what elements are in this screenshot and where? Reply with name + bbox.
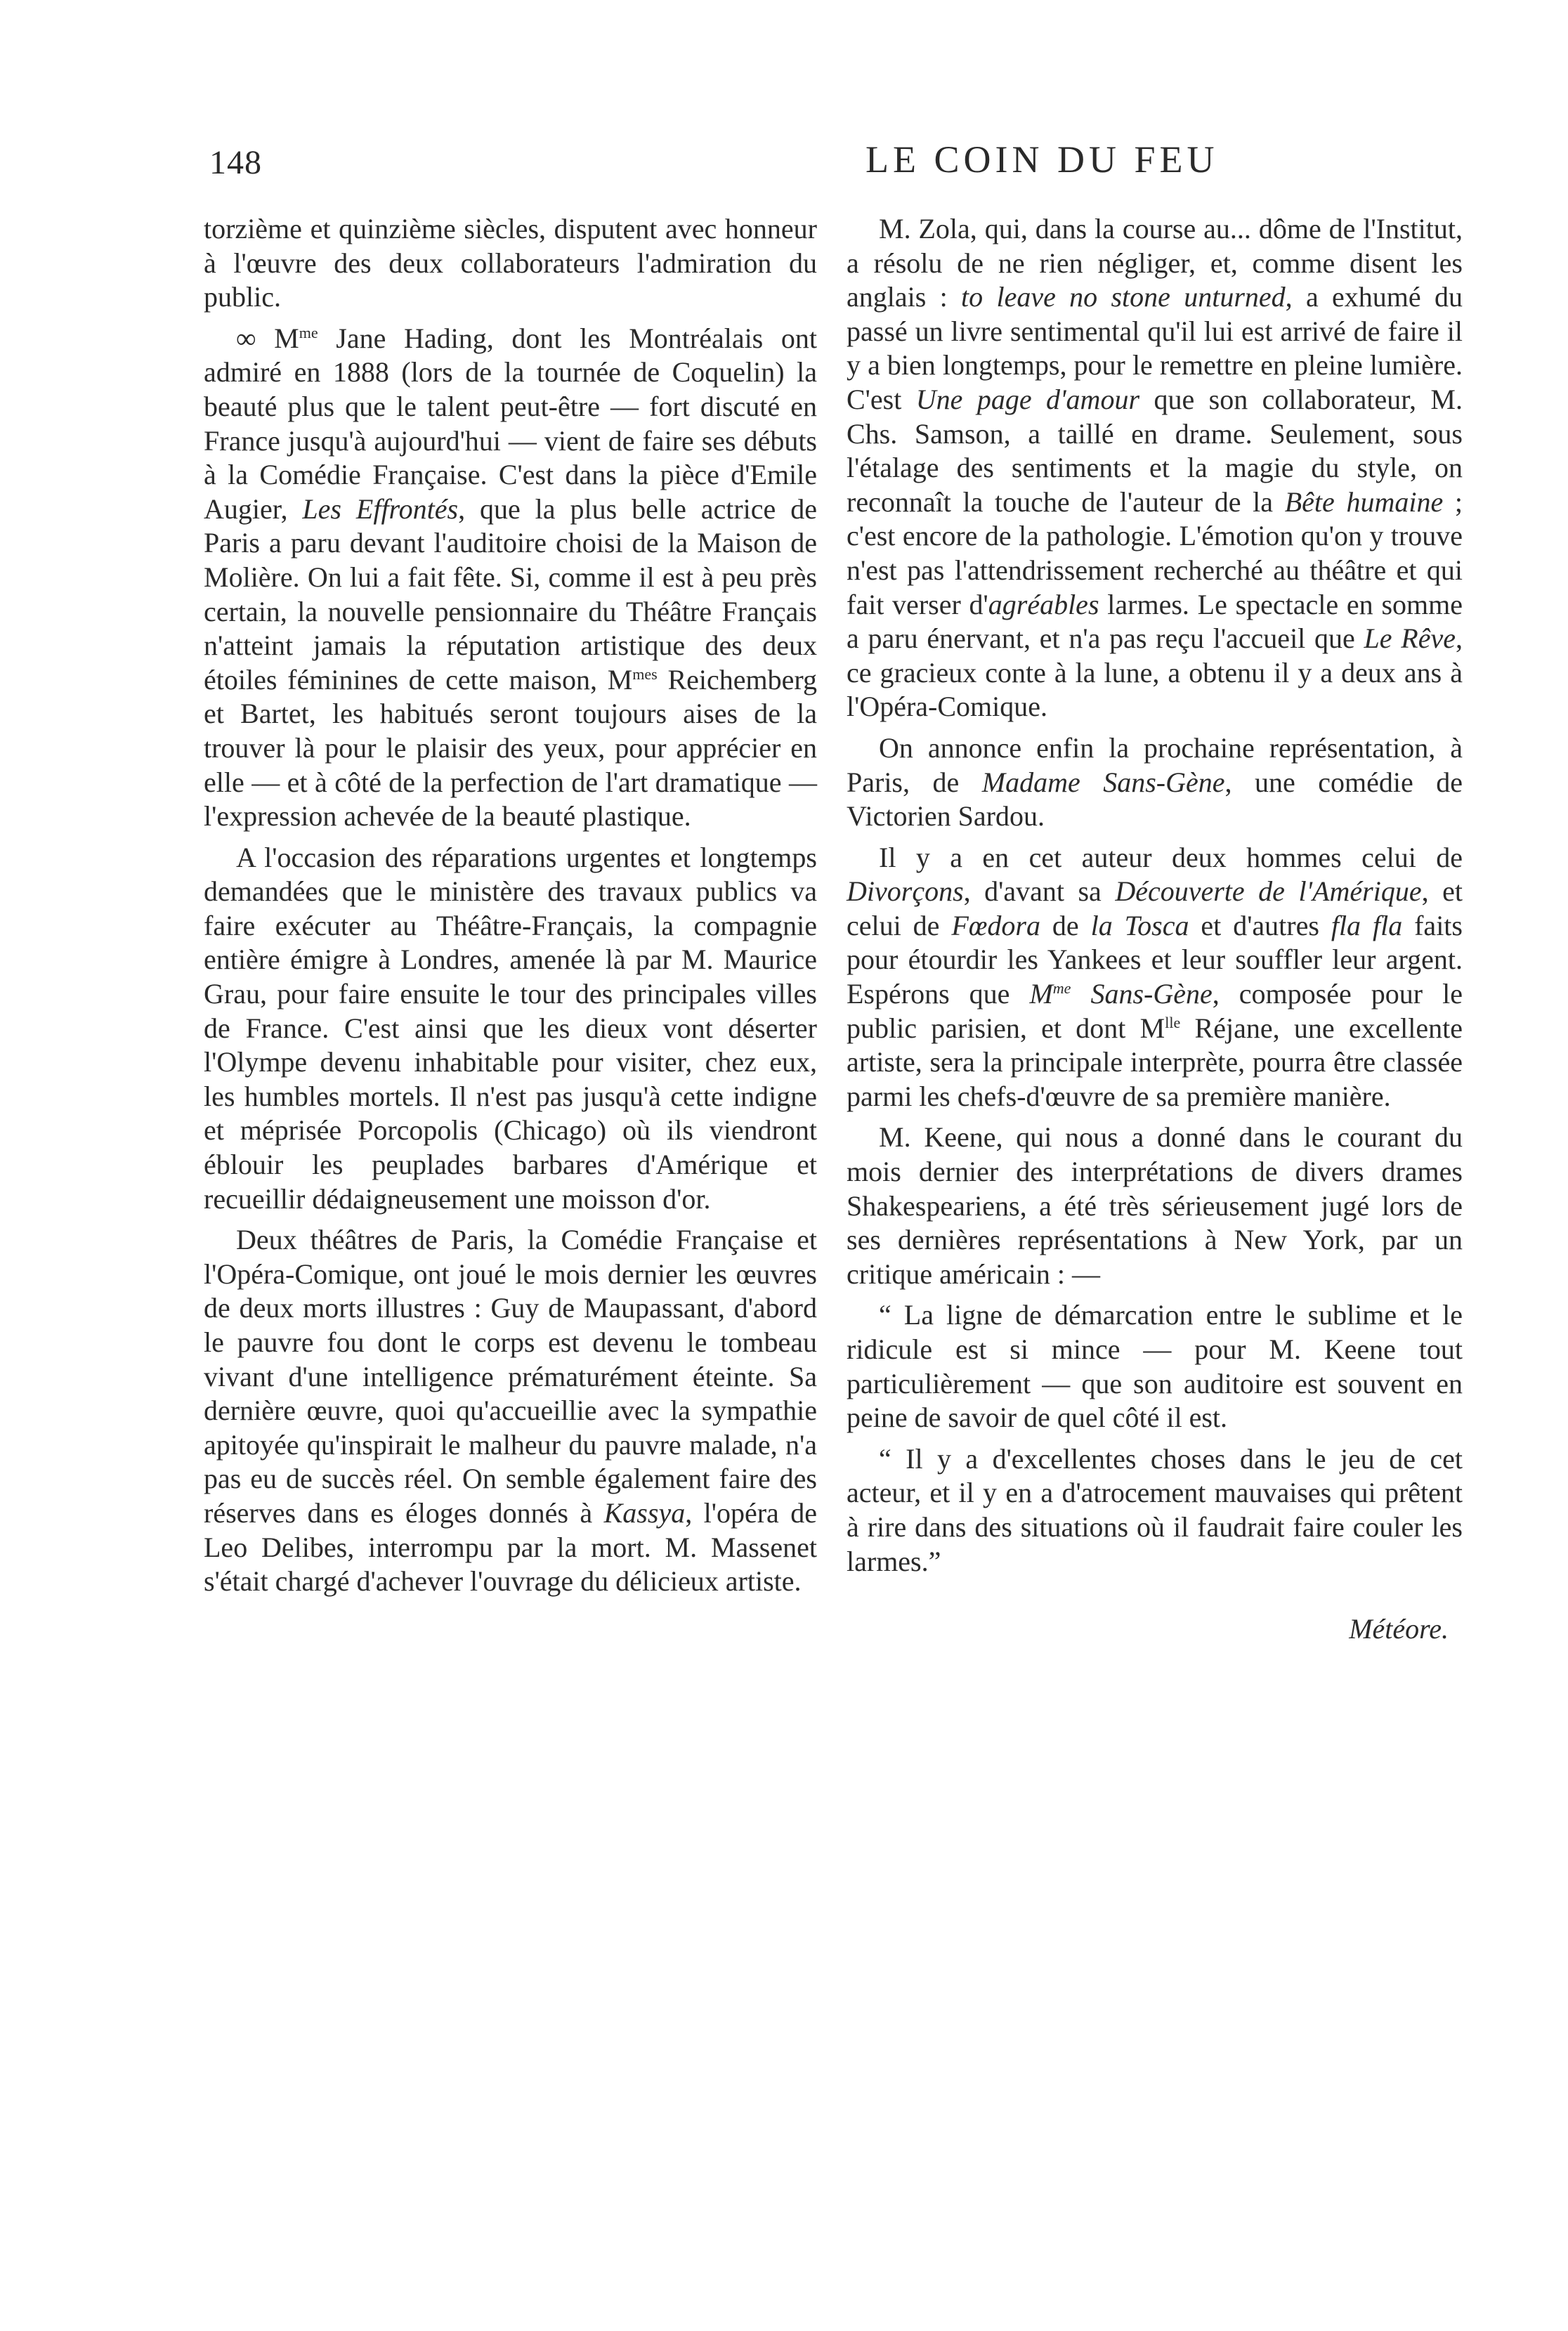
title-italic: fla fla (1331, 909, 1403, 941)
title-italic: Découverte de l'Amérique (1115, 875, 1422, 908)
title-italic: Divorçons (847, 875, 964, 908)
title-italic: agréables (988, 588, 1099, 620)
running-head: LE COIN DU FEU (865, 138, 1219, 181)
title-italic: to leave no stone unturned (961, 281, 1286, 313)
title-italic: Le Rêve (1364, 622, 1456, 655)
title-italic: Kassya (603, 1496, 686, 1529)
title-italic: Les Effrontés (302, 492, 459, 525)
paragraph: A l'occasion des réparations urgentes et longtemps demandées que le ministère des travaux publics va faire exécuter au Théâtre-Français, la compagnie entière émigre à Londres, amenée là par M. Maurice Grau, pour faire ensuite le tour des principales villes de France. C'est ainsi que les dieux vont déserter l'Olympe devenu inhabitable pour visiter, chez eux, les humbles mortels. Il n'est pas jusqu'à cette indigne et méprisée Porcopolis (Chicago) où ils viendront éblouir les peuplades barbares d'Amérique et recueillir dédaigneusement une moisson d'or. (204, 841, 817, 1215)
paragraph: ∞ $M^{me}$ Jane Hading, dont les Montréalais ont admiré en 1888 (lors de la tournée de Coquelin) la beauté plus que le talent peut-être — fort discuté en France jusqu'à aujourd'hui — vient de faire ses débuts à la Comédie Française. C'est dans la pièce d'Emile Augier, Les Effrontés, que la plus belle actrice de Paris a paru devant l'auditoire choisi de la Maison de Molière. On lui a fait fête. Si, comme il est à peu près certain, la nouvelle pensionnaire du Théâtre Français n'atteint jamais la réputation artistique des deux étoiles féminines de cette maison, $M^{mes}$ Reichemberg et Bartet, les habitués seront toujours aises de la trouver là pour le plaisir des yeux, pour apprécier en elle — et à côté de la perfection de l'art dramatique — l'expression achevée de la beauté plastique. (204, 322, 817, 832)
paragraph: Deux théâtres de Paris, la Comédie Française et l'Opéra-Comique, ont joué le mois dernier les œuvres de deux morts illustres : Guy de Maupassant, d'abord le pauvre fou dont le corps est devenu le tombeau vivant d'une intelligence prématurément éteinte. Sa dernière œuvre, quoi qu'accueillie avec la sympathie apitoyée qu'inspirait le malheur du pauvre malade, n'a pas eu de succès réel. On semble également faire des réserves dans es éloges donnés à Kassya, l'opéra de Leo Delibes, interrompu par la mort. M. Massenet s'était chargé d'achever l'ouvrage du délicieux artiste. (204, 1224, 817, 1598)
title-italic: Bête humaine (1284, 485, 1444, 518)
paragraph: Il y a en cet auteur deux hommes celui de Divorçons, d'avant sa Découverte de l'Amérique, et celui de Fœdora de la Tosca et d'autres fla fla faits pour étourdir les Yankees et leur souffler leur argent. Espérons que $M^{me}$ Sans-Gène, composée pour le public parisien, et dont $M^{lle}$ Réjane, une excellente artiste, sera la principale interprète, pourra être classée parmi les chefs-d'œuvre de sa première manière. (847, 841, 1463, 1112)
paragraph: M. Zola, qui, dans la course au... dôme de l'Institut, a résolu de ne rien négliger, et, comme disent les anglais : to leave no stone unturned, a exhumé du passé un livre sentimental qu'il lui est arrivé de faire il y a bien longtemps, pour le remettre en pleine lumière. C'est Une page d'amour que son collaborateur, M. Chs. Samson, a taillé en drame. Seulement, sous l'étalage des sentiments et la magie du style, on reconnaît la touche de l'auteur de la Bête humaine ; c'est encore de la pathologie. L'émotion qu'on y trouve n'est pas l'attendrissement recherché au théâtre et qui fait verser d'agréables larmes. Le spectacle en somme a paru énervant, et n'a pas reçu l'accueil que Le Rêve, ce gracieux conte à la lune, a obtenu il y a deux ans à l'Opéra-Comique. (847, 213, 1463, 723)
signature: Météore. (1349, 1613, 1449, 1645)
page-header (205, 138, 1463, 194)
paragraph: M. Keene, qui nous a donné dans le courant du mois dernier des interprétations de divers drames Shakespeariens, a été très sérieusement jugé lors de ses dernières représentations à New York, par un critique américain : — (847, 1121, 1463, 1290)
title-italic: Madame Sans-Gène (981, 766, 1225, 798)
paragraph: On annonce enfin la prochaine représentation, à Paris, de Madame Sans-Gène, une comédie de Victorien Sardou. (847, 731, 1463, 832)
title-italic: Une page d'amour (915, 383, 1140, 415)
right-column (847, 212, 1463, 1654)
page-number: 148 (209, 144, 262, 181)
quotation: “ La ligne de démarcation entre le sublime et le ridicule est si mince — pour M. Keene tout particulièrement — que son auditoire est souvent en peine de savoir de quel côté il est. (847, 1299, 1463, 1434)
title-italic: Fœdora (951, 909, 1040, 941)
ornament-mark: ∞ (236, 322, 256, 354)
left-column (204, 212, 817, 1606)
title-italic: Sans-Gène (1071, 978, 1213, 1010)
paragraph: torzième et quinzième siècles, disputent avec honneur à l'œuvre des deux collaborateurs l'admiration du public. (204, 213, 817, 313)
title-italic: la Tosca (1090, 909, 1189, 941)
quotation: “ Il y a d'excellentes choses dans le jeu de cet acteur, et il y en a d'atrocement mauvaises qui prêtent à rire dans des situations où il faudrait faire couler les larmes.” (847, 1442, 1463, 1577)
